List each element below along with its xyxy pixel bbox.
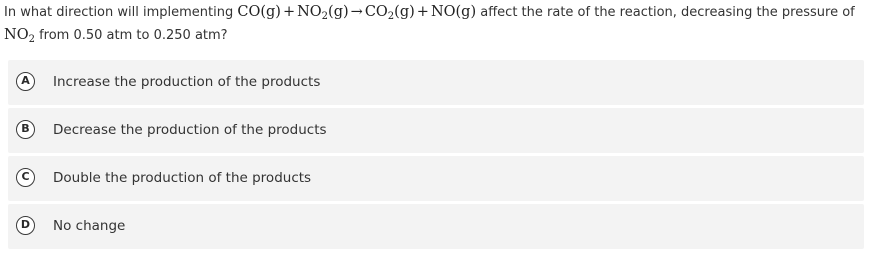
reactant-co: CO(g) [237,4,281,20]
option-letter-badge: A [16,72,35,91]
reactant-no2: NO [297,4,322,20]
option-text: Double the production of the products [53,170,312,186]
plus-sign: + [282,4,296,20]
subscript: 2 [387,11,395,22]
option-text: Increase the production of the products [53,74,321,90]
plus-sign: + [416,4,429,20]
phase-label: (g) [328,4,349,20]
question-prefix: In what direction will implementing [4,5,234,20]
question-middle: affect the rate of the reaction, decreasing the pressure of [480,5,855,20]
option-d[interactable] [8,204,864,249]
option-letter-badge: C [16,168,35,187]
product-no: NO(g) [430,4,477,20]
option-c[interactable] [8,156,864,201]
species-base: NO [4,27,29,43]
option-letter-badge: D [16,216,35,235]
option-text: Decrease the production of the products [53,122,327,138]
question-suffix: from 0.50 atm to 0.250 atm? [39,28,228,43]
subscript: 2 [321,11,329,22]
option-a[interactable] [8,60,864,105]
reaction-arrow: → [350,4,363,20]
option-text: No change [53,218,126,234]
subscript: 2 [28,34,35,45]
phase-label: (g) [394,4,415,20]
option-letter-badge: B [16,120,35,139]
option-b[interactable] [8,108,864,153]
species-no2 [4,27,35,43]
product-co2: CO [364,4,388,20]
question-prompt [4,1,870,47]
reaction-equation [237,4,476,20]
